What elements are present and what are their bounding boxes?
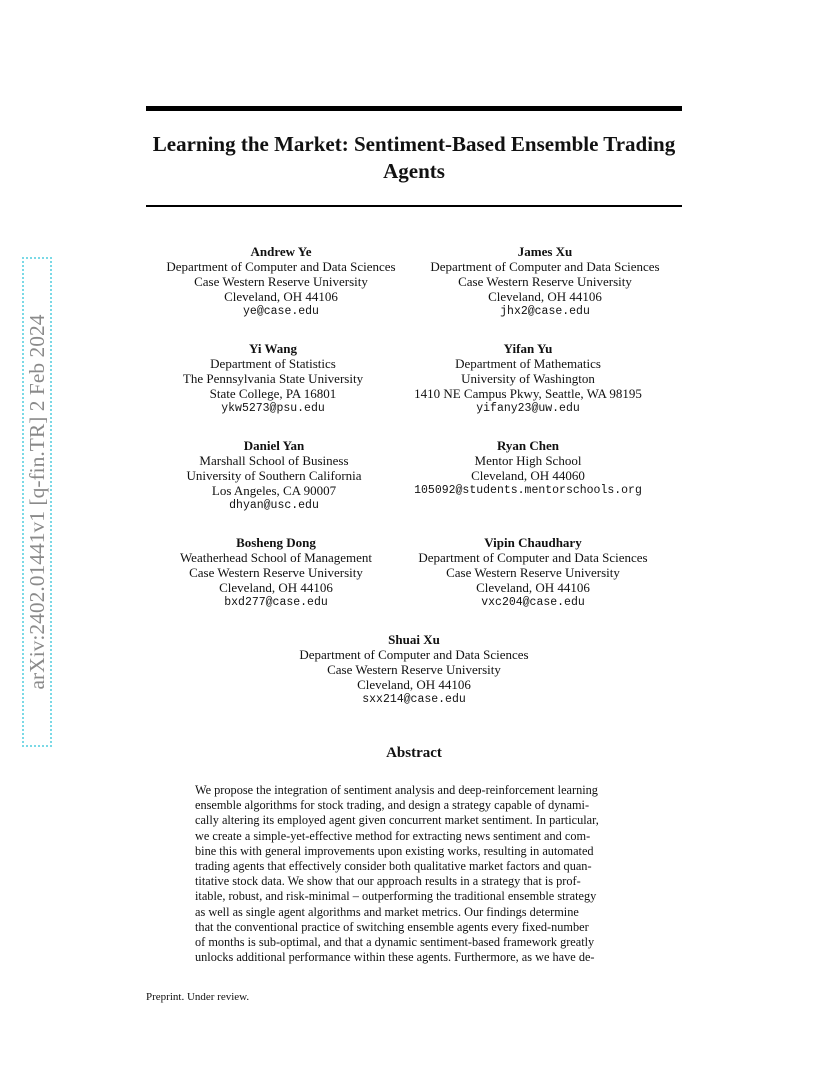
author-email[interactable]: 105092@students.mentorschools.org (414, 484, 642, 497)
abstract-line: bine this with general improvements upon existing works, resulting in automated (195, 843, 594, 858)
author-email[interactable]: vxc204@case.edu (481, 596, 585, 609)
author-name: Andrew Ye (250, 244, 312, 259)
author-org: Case Western Reserve University (446, 565, 620, 580)
title-rule-top (146, 106, 682, 111)
abstract-line: titative stock data. We show that our approach results in a strategy that is prof- (195, 874, 581, 889)
arxiv-id: arXiv:2402.01441v1 [q-fin.TR] 2 Feb 2024 (25, 314, 49, 690)
abstract-line: unlocks additional performance within these agents. Furthermore, as we have de- (195, 950, 595, 965)
abstract-line: we create a simple-yet-effective method for extracting news sentiment and com- (195, 828, 591, 843)
author-dept: Department of Computer and Data Sciences (430, 259, 660, 274)
author-loc: 1410 NE Campus Pkwy, Seattle, WA 98195 (414, 386, 642, 401)
author-loc: Cleveland, OH 44106 (357, 677, 471, 692)
author-loc: Cleveland, OH 44106 (219, 580, 333, 595)
abstract-line: of months is sub-optimal, and that a dynamic sentiment-based framework greatly (195, 935, 595, 950)
author-dept: Department of Mathematics (455, 356, 601, 371)
author-loc: State College, PA 16801 (209, 386, 337, 401)
abstract-line: as well as single agent algorithms and market metrics. Our findings determine (195, 904, 579, 919)
author-loc: Los Angeles, CA 90007 (211, 483, 337, 498)
author-loc: Cleveland, OH 44106 (476, 580, 590, 595)
abstract-line: We propose the integration of sentiment analysis and deep-reinforcement learning (195, 783, 598, 797)
author-dept: Weatherhead School of Management (179, 550, 373, 565)
author-email[interactable]: ye@case.edu (243, 305, 319, 318)
author-org: University of Washington (461, 371, 595, 386)
paper-title: Learning the Market: Sentiment-Based Ensemble Trading Agents (152, 132, 676, 183)
abstract-line: ensemble algorithms for stock trading, and design a strategy capable of dynami- (195, 798, 590, 813)
author-name: Daniel Yan (243, 438, 305, 453)
author-email[interactable]: yifany23@uw.edu (476, 402, 580, 415)
title-rule-bottom (146, 205, 682, 207)
author-dept: Department of Computer and Data Sciences (418, 550, 648, 565)
author-dept: Department of Statistics (210, 356, 336, 371)
author-loc: Cleveland, OH 44106 (224, 289, 338, 304)
author-loc: Cleveland, OH 44106 (488, 289, 602, 304)
author-dept: Marshall School of Business (199, 453, 349, 468)
author-block (393, 535, 673, 610)
author-name: Vipin Chaudhary (484, 535, 582, 550)
author-org: Case Western Reserve University (458, 274, 632, 289)
author-email[interactable]: sxx214@case.edu (362, 693, 466, 706)
author-email[interactable]: bxd277@case.edu (224, 596, 328, 609)
author-org: Case Western Reserve University (189, 565, 363, 580)
author-email[interactable]: dhyan@usc.edu (229, 499, 319, 512)
author-dept: Department of Computer and Data Sciences (299, 647, 529, 662)
author-org: The Pennsylvania State University (182, 371, 364, 386)
author-name: Yifan Yu (503, 341, 553, 356)
abstract-line: that the conventional practice of switching ensemble agents every fixed-number (195, 919, 589, 934)
abstract-body (195, 783, 632, 965)
author-block (136, 535, 416, 610)
author-dept: Department of Computer and Data Sciences (166, 259, 396, 274)
author-name: James Xu (517, 244, 573, 259)
abstract-line: trading agents that effectively consider both qualitative market factors and quan- (195, 859, 592, 874)
author-org: University of Southern California (186, 468, 362, 483)
author-block (141, 244, 421, 319)
author-name: Shuai Xu (388, 632, 440, 647)
author-block (134, 438, 414, 513)
author-block (405, 244, 685, 319)
author-dept: Mentor High School (474, 453, 582, 468)
author-block (274, 632, 554, 707)
author-block (388, 438, 668, 498)
author-name: Bosheng Dong (236, 535, 316, 550)
author-block (133, 341, 413, 416)
author-org: Case Western Reserve University (327, 662, 501, 677)
author-org: Case Western Reserve University (194, 274, 368, 289)
arxiv-stamp (22, 257, 52, 747)
author-block (388, 341, 668, 416)
author-email[interactable]: ykw5273@psu.edu (221, 402, 325, 415)
author-name: Ryan Chen (496, 438, 560, 453)
author-name: Yi Wang (248, 341, 298, 356)
footer-note: Preprint. Under review. (146, 991, 250, 1003)
abstract-line: cally altering its employed agent given concurrent market sentiment. In particular, (195, 813, 599, 828)
author-org: Cleveland, OH 44060 (471, 468, 585, 483)
abstract-heading: Abstract (386, 745, 442, 761)
abstract-line: itable, robust, and risk-minimal – outperforming the traditional ensemble strategy (195, 889, 597, 904)
author-email[interactable]: jhx2@case.edu (500, 305, 590, 318)
